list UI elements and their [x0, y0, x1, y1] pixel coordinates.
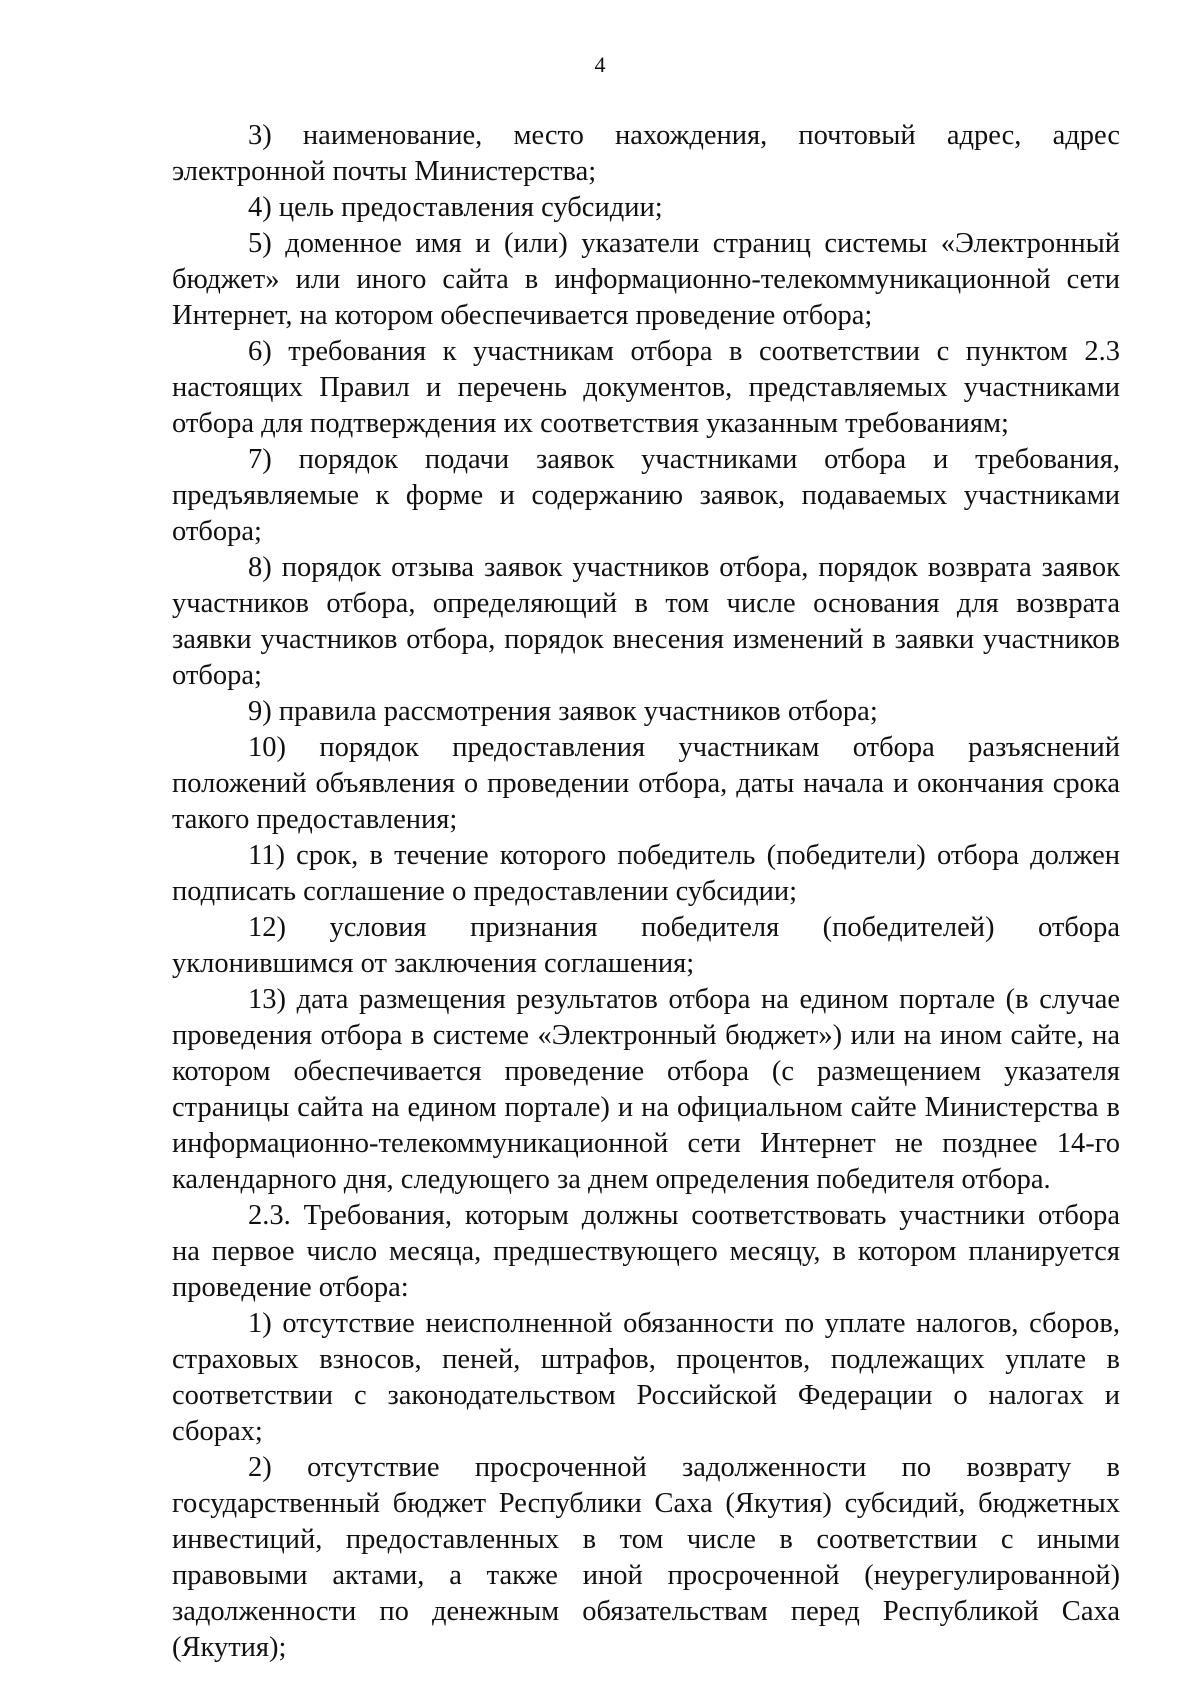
list-item-4: 4) цель предоставления субсидии;: [248, 192, 663, 223]
list-item-3: 3) наименование, место нахождения, почтовый адрес, адрес электронной почты Министерства;: [172, 120, 1120, 187]
list-item-9: 9) правила рассмотрения заявок участников отбора;: [248, 696, 878, 727]
list-item-7: 7) порядок подачи заявок участниками отбора и требования, предъявляемые к форме и содержанию заявок, подаваемых участниками отбора;: [172, 444, 1120, 547]
requirement-item-1: 1) отсутствие неисполненной обязанности по уплате налогов, сборов, страховых взносов, пеней, штрафов, процентов, подлежащих уплате в соответствии с законодательством Российской Федерации о налогах и сборах;: [172, 1308, 1120, 1447]
page-number: 4: [594, 52, 606, 77]
requirement-item-2: 2) отсутствие просроченной задолженности по возврату в государственный бюджет Республики Саха (Якутия) субсидий, бюджетных инвестиций, предоставленных в том числе в соответствии с иными правовыми актами, а также иной просроченной (неурегулированной) задолженности по денежным обязательствам перед Республикой Саха (Якутия);: [172, 1452, 1120, 1663]
section-2-3-heading: 2.3. Требования, которым должны соответствовать участники отбора на первое число месяца, предшествующего месяцу, в котором планируется проведение отбора:: [172, 1200, 1120, 1303]
list-item-10: 10) порядок предоставления участникам отбора разъяснений положений объявления о проведении отбора, даты начала и окончания срока такого предоставления;: [172, 732, 1120, 835]
document-body: [172, 118, 1120, 1666]
list-item-12: 12) условия признания победителя (победителей) отбора уклонившимся от заключения соглашения;: [172, 912, 1120, 979]
list-item-11: 11) срок, в течение которого победитель (победители) отбора должен подписать соглашение о предоставлении субсидии;: [172, 840, 1120, 907]
list-item-8: 8) порядок отзыва заявок участников отбора, порядок возврата заявок участников отбора, определяющий в том числе основания для возврата заявки участников отбора, порядок внесения изменений в заявки участников отбора;: [172, 552, 1120, 691]
list-item-6: 6) требования к участникам отбора в соответствии с пунктом 2.3 настоящих Правил и перечень документов, представляемых участниками отбора для подтверждения их соответствия указанным требованиям;: [172, 336, 1120, 439]
list-item-5: 5) доменное имя и (или) указатели страниц системы «Электронный бюджет» или иного сайта в информационно-телекоммуникационной сети Интернет, на котором обеспечивается проведение отбора;: [172, 228, 1120, 331]
list-item-13: 13) дата размещения результатов отбора на едином портале (в случае проведения отбора в системе «Электронный бюджет») или на ином сайте, на котором обеспечивается проведение отбора (с размещением указателя страницы сайта на едином портале) и на официальном сайте Министерства в информационно-телекоммуникационной сети Интернет не позднее 14-го календарного дня, следующего за днем определения победителя отбора.: [172, 984, 1120, 1195]
